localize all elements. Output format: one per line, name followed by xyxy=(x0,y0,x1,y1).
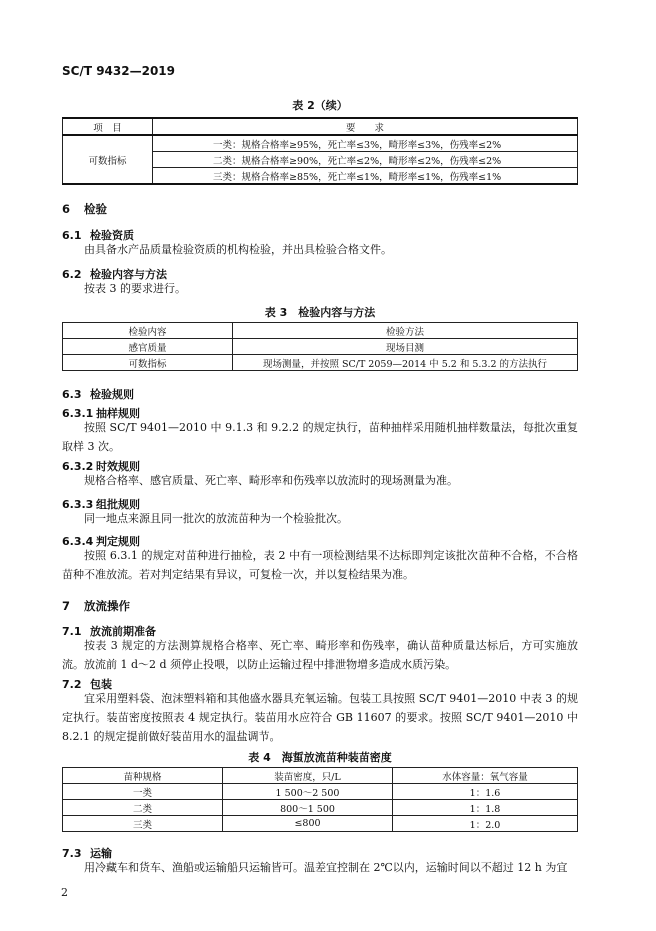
table-cell: 一类 xyxy=(63,784,223,800)
section-heading xyxy=(62,201,107,217)
section-number: 6.1 xyxy=(62,229,82,242)
section-title: 检验资质 xyxy=(90,229,134,242)
paragraph: 宜采用塑料袋、泡沫塑料箱和其他盛水器具充氧运输。包装工具按照 SC/T 9401—2010 中表 3 的规定执行。装苗密度按照表 4 规定执行。装苗用水应符合 GB 11607 的要求。按照 SC/T 9401—2010 中 8.2.1 的规定提前做好装苗用水的温盐调节。 xyxy=(62,692,578,743)
section-title: 放流前期准备 xyxy=(90,625,156,638)
table-cell: 一类：规格合格率≥95%，死亡率≤3%，畸形率≤3%，伤残率≤2% xyxy=(153,135,578,152)
table-row xyxy=(63,339,578,355)
section-number: 7 xyxy=(62,599,71,613)
section-number: 7.3 xyxy=(62,847,82,860)
table3 xyxy=(62,322,578,371)
section-number: 6.2 xyxy=(62,268,82,281)
table-cell: 1：1.6 xyxy=(393,784,578,800)
section-number: 7.1 xyxy=(62,625,82,638)
table-header-row xyxy=(63,768,578,784)
table2 xyxy=(62,117,578,185)
table-cell: 三类 xyxy=(63,816,223,832)
table-header-row xyxy=(63,323,578,339)
table-cell: 二类：规格合格率≥90%，死亡率≤2%，畸形率≤2%，伤残率≤2% xyxy=(153,152,578,168)
table-row xyxy=(63,355,578,371)
table2-caption: 表 2（续） xyxy=(292,99,348,112)
table-row xyxy=(63,800,578,816)
paragraph: 按照 SC/T 9401—2010 中 9.1.3 和 9.2.2 的规定执行，苗种抽样采用随机抽样数量法，每批次重复取样 3 次。 xyxy=(62,421,578,453)
table-cell: 1：1.8 xyxy=(393,800,578,816)
paragraph: 同一地点来源且同一批次的放流苗种为一个检验批次。 xyxy=(84,512,348,525)
section-title: 检验规则 xyxy=(90,388,134,401)
table4-header-ratio: 水体容量：氧气容量 xyxy=(393,768,578,784)
paragraph: 由具备水产品质量检验资质的机构检验，并出具检验合格文件。 xyxy=(84,243,392,256)
section-number: 6.3 xyxy=(62,388,82,401)
table-row xyxy=(63,784,578,800)
section-number: 6.3.3 xyxy=(62,498,94,511)
section-number: 6 xyxy=(62,202,71,216)
standard-code-header: SC/T 9432—2019 xyxy=(62,64,175,78)
table3-caption: 表 3 检验内容与方法 xyxy=(264,306,376,319)
section-title: 组批规则 xyxy=(96,498,140,511)
section-heading xyxy=(62,598,130,614)
section-title: 抽样规则 xyxy=(96,407,140,420)
section-title: 检验 xyxy=(84,202,107,216)
table4-header-density: 装苗密度，只/L xyxy=(223,768,393,784)
table4-caption: 表 4 海蜇放流苗种装苗密度 xyxy=(248,751,392,764)
table-cell: 800～1 500 xyxy=(223,800,393,816)
paragraph: 规格合格率、感官质量、死亡率、畸形率和伤残率以放流时的现场测量为准。 xyxy=(84,474,458,487)
section-title: 判定规则 xyxy=(96,535,140,548)
table-cell: 三类：规格合格率≥85%，死亡率≤1%，畸形率≤1%，伤残率≤1% xyxy=(153,168,578,185)
table2-col-requirement: 要 求 xyxy=(153,118,578,135)
section-title: 时效规则 xyxy=(96,460,140,473)
table-cell: 1 500～2 500 xyxy=(223,784,393,800)
table-cell: 现场测量，并按照 SC/T 2059—2014 中 5.2 和 5.3.2 的方法执行 xyxy=(233,355,578,371)
section-title: 放流操作 xyxy=(84,599,130,613)
table-cell: 现场目测 xyxy=(233,339,578,355)
table-cell: ≤800 xyxy=(223,816,393,832)
paragraph: 按表 3 的要求进行。 xyxy=(84,282,186,295)
page-number: 2 xyxy=(61,886,68,899)
table-cell: 二类 xyxy=(63,800,223,816)
section-title: 运输 xyxy=(90,847,112,860)
table-cell: 1：2.0 xyxy=(393,816,578,832)
table-header-row xyxy=(63,118,578,135)
table-row xyxy=(63,135,578,152)
table-row xyxy=(63,816,578,832)
table3-header-method: 检验方法 xyxy=(233,323,578,339)
table4-header-spec: 苗种规格 xyxy=(63,768,223,784)
paragraph: 用冷藏车和货车、渔船或运输船只运输皆可。温差宜控制在 2℃以内，运输时间以不超过 12 h 为宜 xyxy=(84,861,568,874)
table4 xyxy=(62,767,578,832)
paragraph: 按照 6.3.1 的规定对苗种进行抽检，表 2 中有一项检测结果不达标即判定该批次苗种不合格，不合格苗种不准放流。若对判定结果有异议，可复检一次，并以复检结果为准。 xyxy=(62,549,578,581)
table2-row-label: 可数指标 xyxy=(63,135,153,184)
section-title: 检验内容与方法 xyxy=(90,268,167,281)
section-heading xyxy=(62,386,134,402)
table2-col-item: 项 目 xyxy=(63,118,153,135)
paragraph: 按表 3 规定的方法测算规格合格率、死亡率、畸形率和伤残率，确认苗种质量达标后，方可实施放流。放流前 1 d～2 d 须停止投喂，以防止运输过程中排泄物增多造成水质污染。 xyxy=(62,639,578,671)
table-cell: 感官质量 xyxy=(63,339,233,355)
table-cell: 可数指标 xyxy=(63,355,233,371)
section-number: 6.3.2 xyxy=(62,460,94,473)
section-number: 6.3.4 xyxy=(62,535,94,548)
section-number: 6.3.1 xyxy=(62,407,94,420)
table3-header-content: 检验内容 xyxy=(63,323,233,339)
section-number: 7.2 xyxy=(62,678,82,691)
section-title: 包装 xyxy=(90,678,112,691)
